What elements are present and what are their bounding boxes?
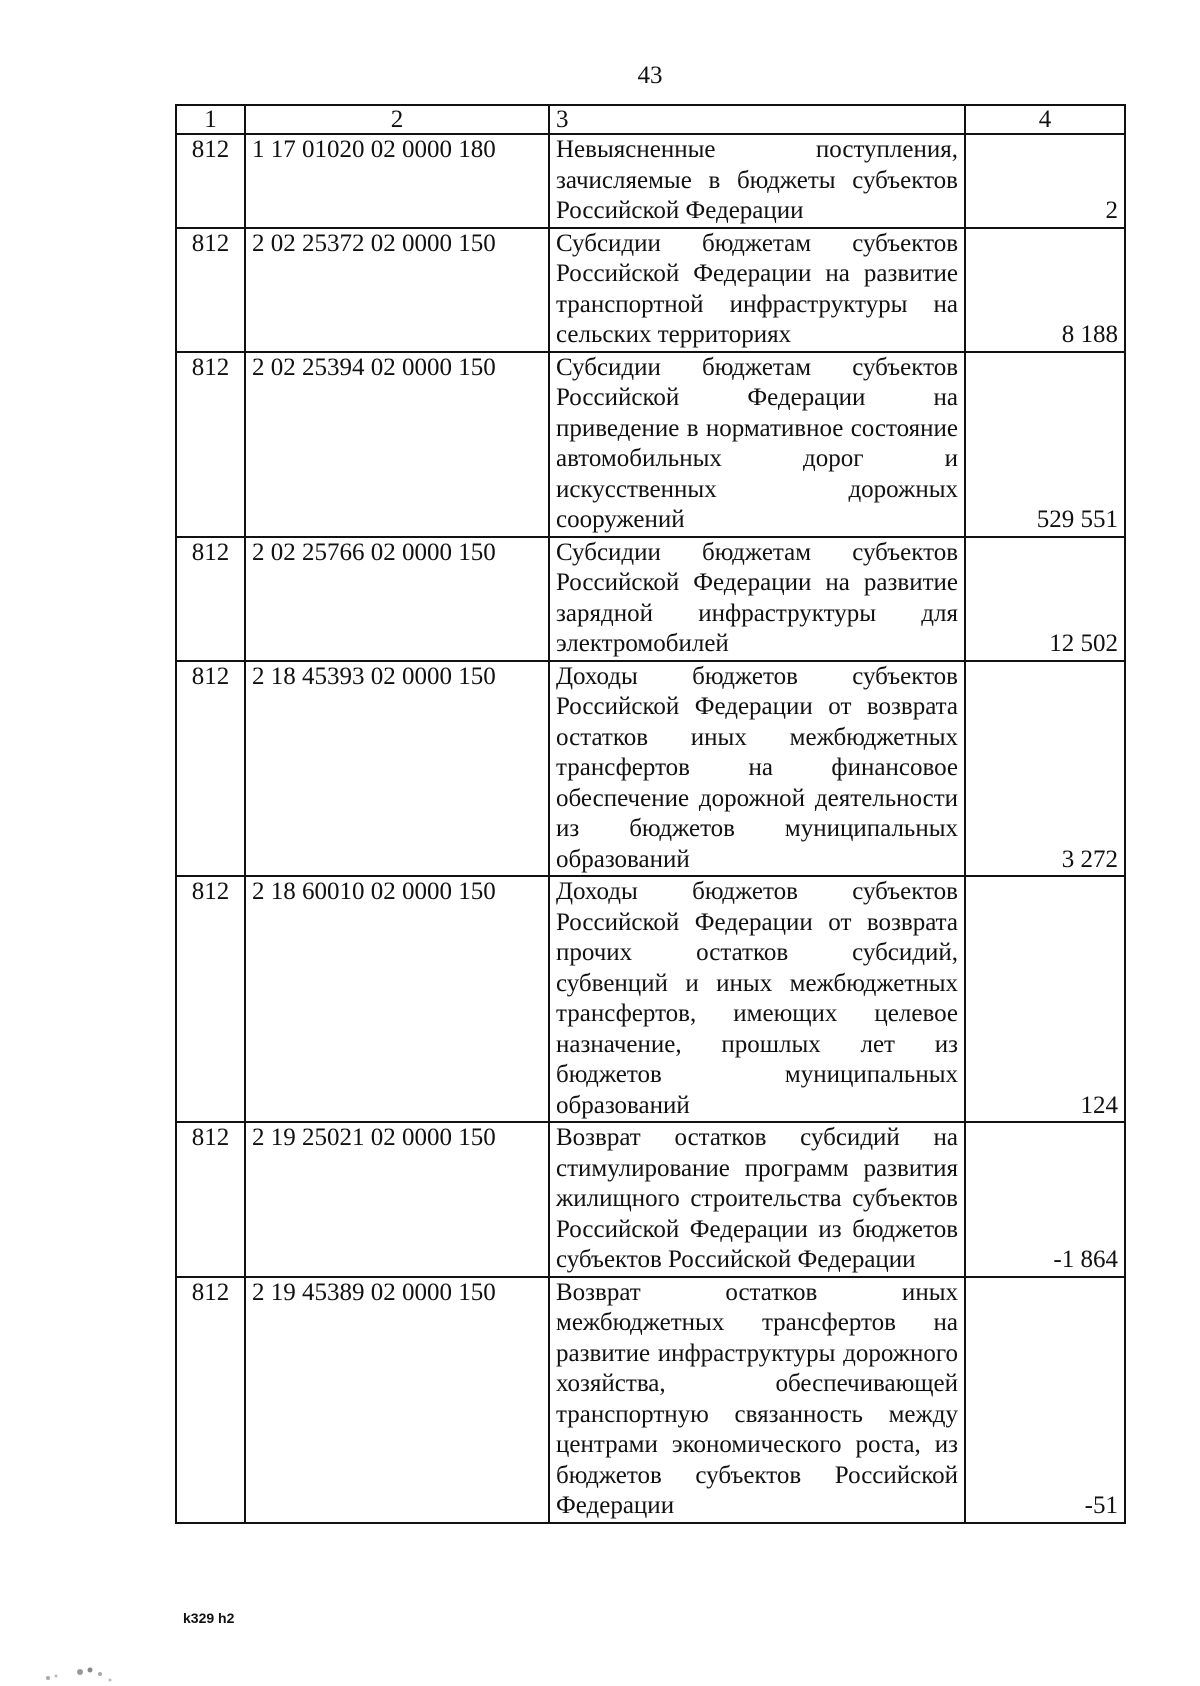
table-row: [176, 134, 1125, 228]
scan-noise-mark: [0, 1650, 120, 1686]
budget-code-cell: 2 18 45393 02 0000 150: [245, 661, 549, 877]
header-col-3: 3: [549, 105, 965, 134]
admin-code-cell: 812: [176, 1122, 245, 1277]
table-row: [176, 876, 1125, 1122]
table-header-row: [176, 105, 1125, 134]
amount-cell: -51: [965, 1277, 1125, 1523]
income-name-cell: Субсидии бюджетам субъектов Российской Федерации на развитие транспортной инфраструктуры на сельских территориях: [549, 228, 965, 352]
table-row: [176, 352, 1125, 537]
amount-cell: 8 188: [965, 228, 1125, 352]
budget-code-cell: 2 19 25021 02 0000 150: [245, 1122, 549, 1277]
income-name-cell: Невыясненные поступления, зачисляемые в бюджеты субъектов Российской Федерации: [549, 134, 965, 228]
header-col-1: 1: [176, 105, 245, 134]
admin-code-cell: 812: [176, 1277, 245, 1523]
admin-code-cell: 812: [176, 228, 245, 352]
income-name-cell: Доходы бюджетов субъектов Российской Федерации от возврата прочих остатков субсидий, субвенций и иных межбюджетных трансфертов, имеющих целевое назначение, прошлых лет из бюджетов муниципальных образований: [549, 876, 965, 1122]
footer-document-code: k329 h2: [183, 1610, 235, 1626]
income-name-cell: Субсидии бюджетам субъектов Российской Федерации на приведение в нормативное состояние автомобильных дорог и искусственных дорожных сооружений: [549, 352, 965, 537]
table-row: [176, 1122, 1125, 1277]
table-row: [176, 1277, 1125, 1523]
admin-code-cell: 812: [176, 876, 245, 1122]
admin-code-cell: 812: [176, 134, 245, 228]
income-name-cell: Возврат остатков иных межбюджетных трансфертов на развитие инфраструктуры дорожного хозяйства, обеспечивающей транспортную связанность между центрами экономического роста, из бюджетов субъектов Российской Федерации: [549, 1277, 965, 1523]
header-col-4: 4: [965, 105, 1125, 134]
table-row: [176, 537, 1125, 661]
budget-code-cell: 2 02 25766 02 0000 150: [245, 537, 549, 661]
admin-code-cell: 812: [176, 537, 245, 661]
amount-cell: -1 864: [965, 1122, 1125, 1277]
amount-cell: 12 502: [965, 537, 1125, 661]
income-name-cell: Возврат остатков субсидий на стимулирование программ развития жилищного строительства субъектов Российской Федерации из бюджетов субъектов Российской Федерации: [549, 1122, 965, 1277]
page-number: 43: [637, 62, 663, 89]
admin-code-cell: 812: [176, 352, 245, 537]
amount-cell: 529 551: [965, 352, 1125, 537]
header-col-2: 2: [245, 105, 549, 134]
table-row: [176, 661, 1125, 877]
budget-code-cell: 2 18 60010 02 0000 150: [245, 876, 549, 1122]
budget-code-cell: 1 17 01020 02 0000 180: [245, 134, 549, 228]
amount-cell: 2: [965, 134, 1125, 228]
income-name-cell: Доходы бюджетов субъектов Российской Федерации от возврата остатков иных межбюджетных трансфертов на финансовое обеспечение дорожной деятельности из бюджетов муниципальных образований: [549, 661, 965, 877]
budget-code-cell: 2 19 45389 02 0000 150: [245, 1277, 549, 1523]
table-row: [176, 228, 1125, 352]
admin-code-cell: 812: [176, 661, 245, 877]
amount-cell: 3 272: [965, 661, 1125, 877]
budget-code-cell: 2 02 25394 02 0000 150: [245, 352, 549, 537]
income-name-cell: Субсидии бюджетам субъектов Российской Федерации на развитие зарядной инфраструктуры для электромобилей: [549, 537, 965, 661]
amount-cell: 124: [965, 876, 1125, 1122]
budget-code-cell: 2 02 25372 02 0000 150: [245, 228, 549, 352]
budget-table: [175, 104, 1126, 1524]
